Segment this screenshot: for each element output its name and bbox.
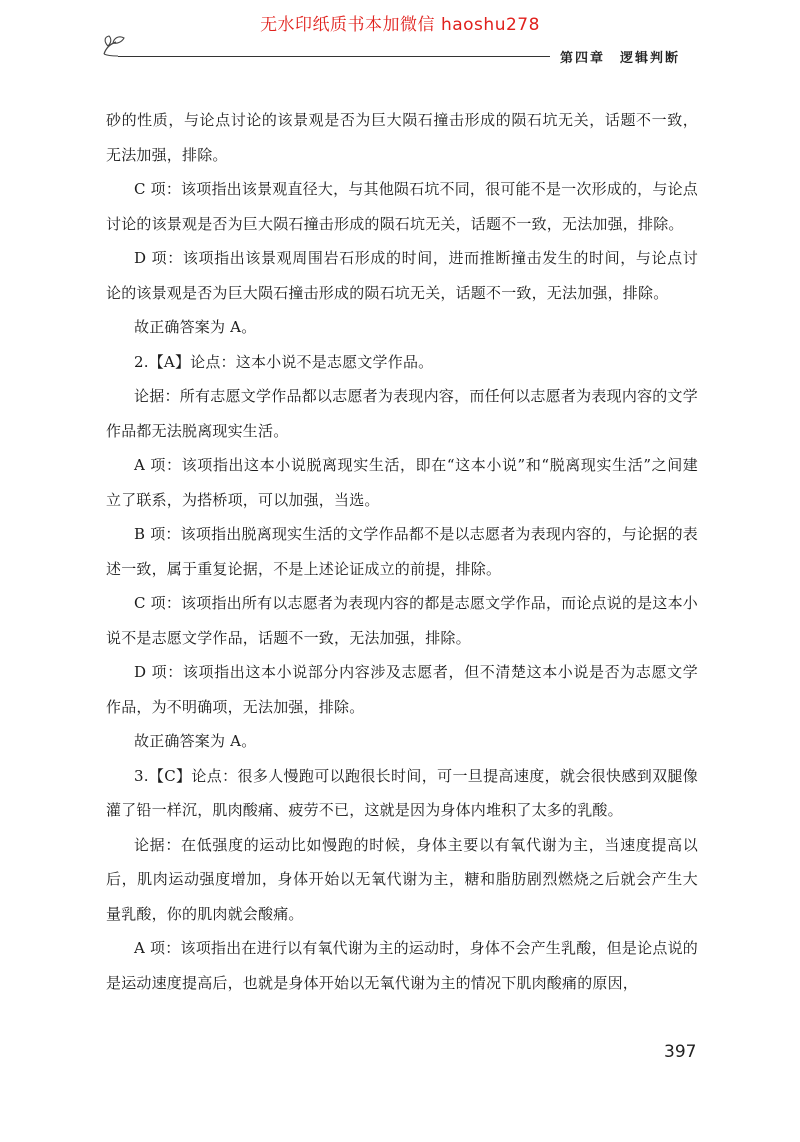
paragraph: B 项：该项指出脱离现实生活的文学作品都不是以志愿者为表现内容的，与论据的表述一致，属于重复论据，不是上述论证成立的前提，排除。 <box>106 525 698 578</box>
paragraph: 砂的性质，与论点讨论的该景观是否为巨大陨石撞击形成的陨石坑无关，话题不一致，无法加强，排除。 <box>106 111 698 164</box>
main-text <box>106 103 698 1000</box>
paragraph: C 项：该项指出该景观直径大，与其他陨石坑不同，很可能不是一次形成的，与论点讨论的该景观是否为巨大陨石撞击形成的陨石坑无关，话题不一致，无法加强，排除。 <box>106 180 698 233</box>
paragraph: 3.【C】论点：很多人慢跑可以跑很长时间，可一旦提高速度，就会很快感到双腿像灌了铅一样沉，肌肉酸痛、疲劳不已，这就是因为身体内堆积了太多的乳酸。 <box>106 766 698 819</box>
leaf-ornament-icon <box>100 32 130 64</box>
paragraph: A 项：该项指出在进行以有氧代谢为主的运动时，身体不会产生乳酸，但是论点说的是运动速度提高后，也就是身体开始以无氧代谢为主的情况下肌肉酸痛的原因， <box>106 939 698 992</box>
paragraph: 论据：在低强度的运动比如慢跑的时候，身体主要以有氧代谢为主，当速度提高以后，肌肉运动强度增加，身体开始以无氧代谢为主，糖和脂肪剧烈燃烧之后就会产生大量乳酸，你的肌肉就会酸痛。 <box>106 835 698 923</box>
watermark-text: 无水印纸质书本加微信 haoshu278 <box>260 15 540 35</box>
paragraph: 故正确答案为 A。 <box>134 732 257 750</box>
paragraph: 论据：所有志愿文学作品都以志愿者为表现内容，而任何以志愿者为表现内容的文学作品都无法脱离现实生活。 <box>106 387 698 440</box>
paragraph: 2.【A】论点：这本小说不是志愿文学作品。 <box>134 352 434 371</box>
chapter-title: 第四章 逻辑判断 <box>560 51 681 66</box>
page-number: 397 <box>664 1042 697 1062</box>
header-divider <box>118 56 550 57</box>
paragraph: C 项：该项指出所有以志愿者为表现内容的都是志愿文学作品，而论点说的是这本小说不是志愿文学作品，话题不一致，无法加强，排除。 <box>106 594 698 647</box>
paragraph: 故正确答案为 A。 <box>134 318 257 336</box>
paragraph: D 项：该项指出该景观周围岩石形成的时间，进而推断撞击发生的时间，与论点讨论的该景观是否为巨大陨石撞击形成的陨石坑无关，话题不一致，无法加强，排除。 <box>106 249 698 302</box>
paragraph: D 项：该项指出这本小说部分内容涉及志愿者，但不清楚这本小说是否为志愿文学作品，为不明确项，无法加强，排除。 <box>106 663 698 716</box>
paragraph: A 项：该项指出这本小说脱离现实生活，即在“这本小说”和“脱离现实生活”之间建立了联系，为搭桥项，可以加强，当选。 <box>106 456 698 509</box>
